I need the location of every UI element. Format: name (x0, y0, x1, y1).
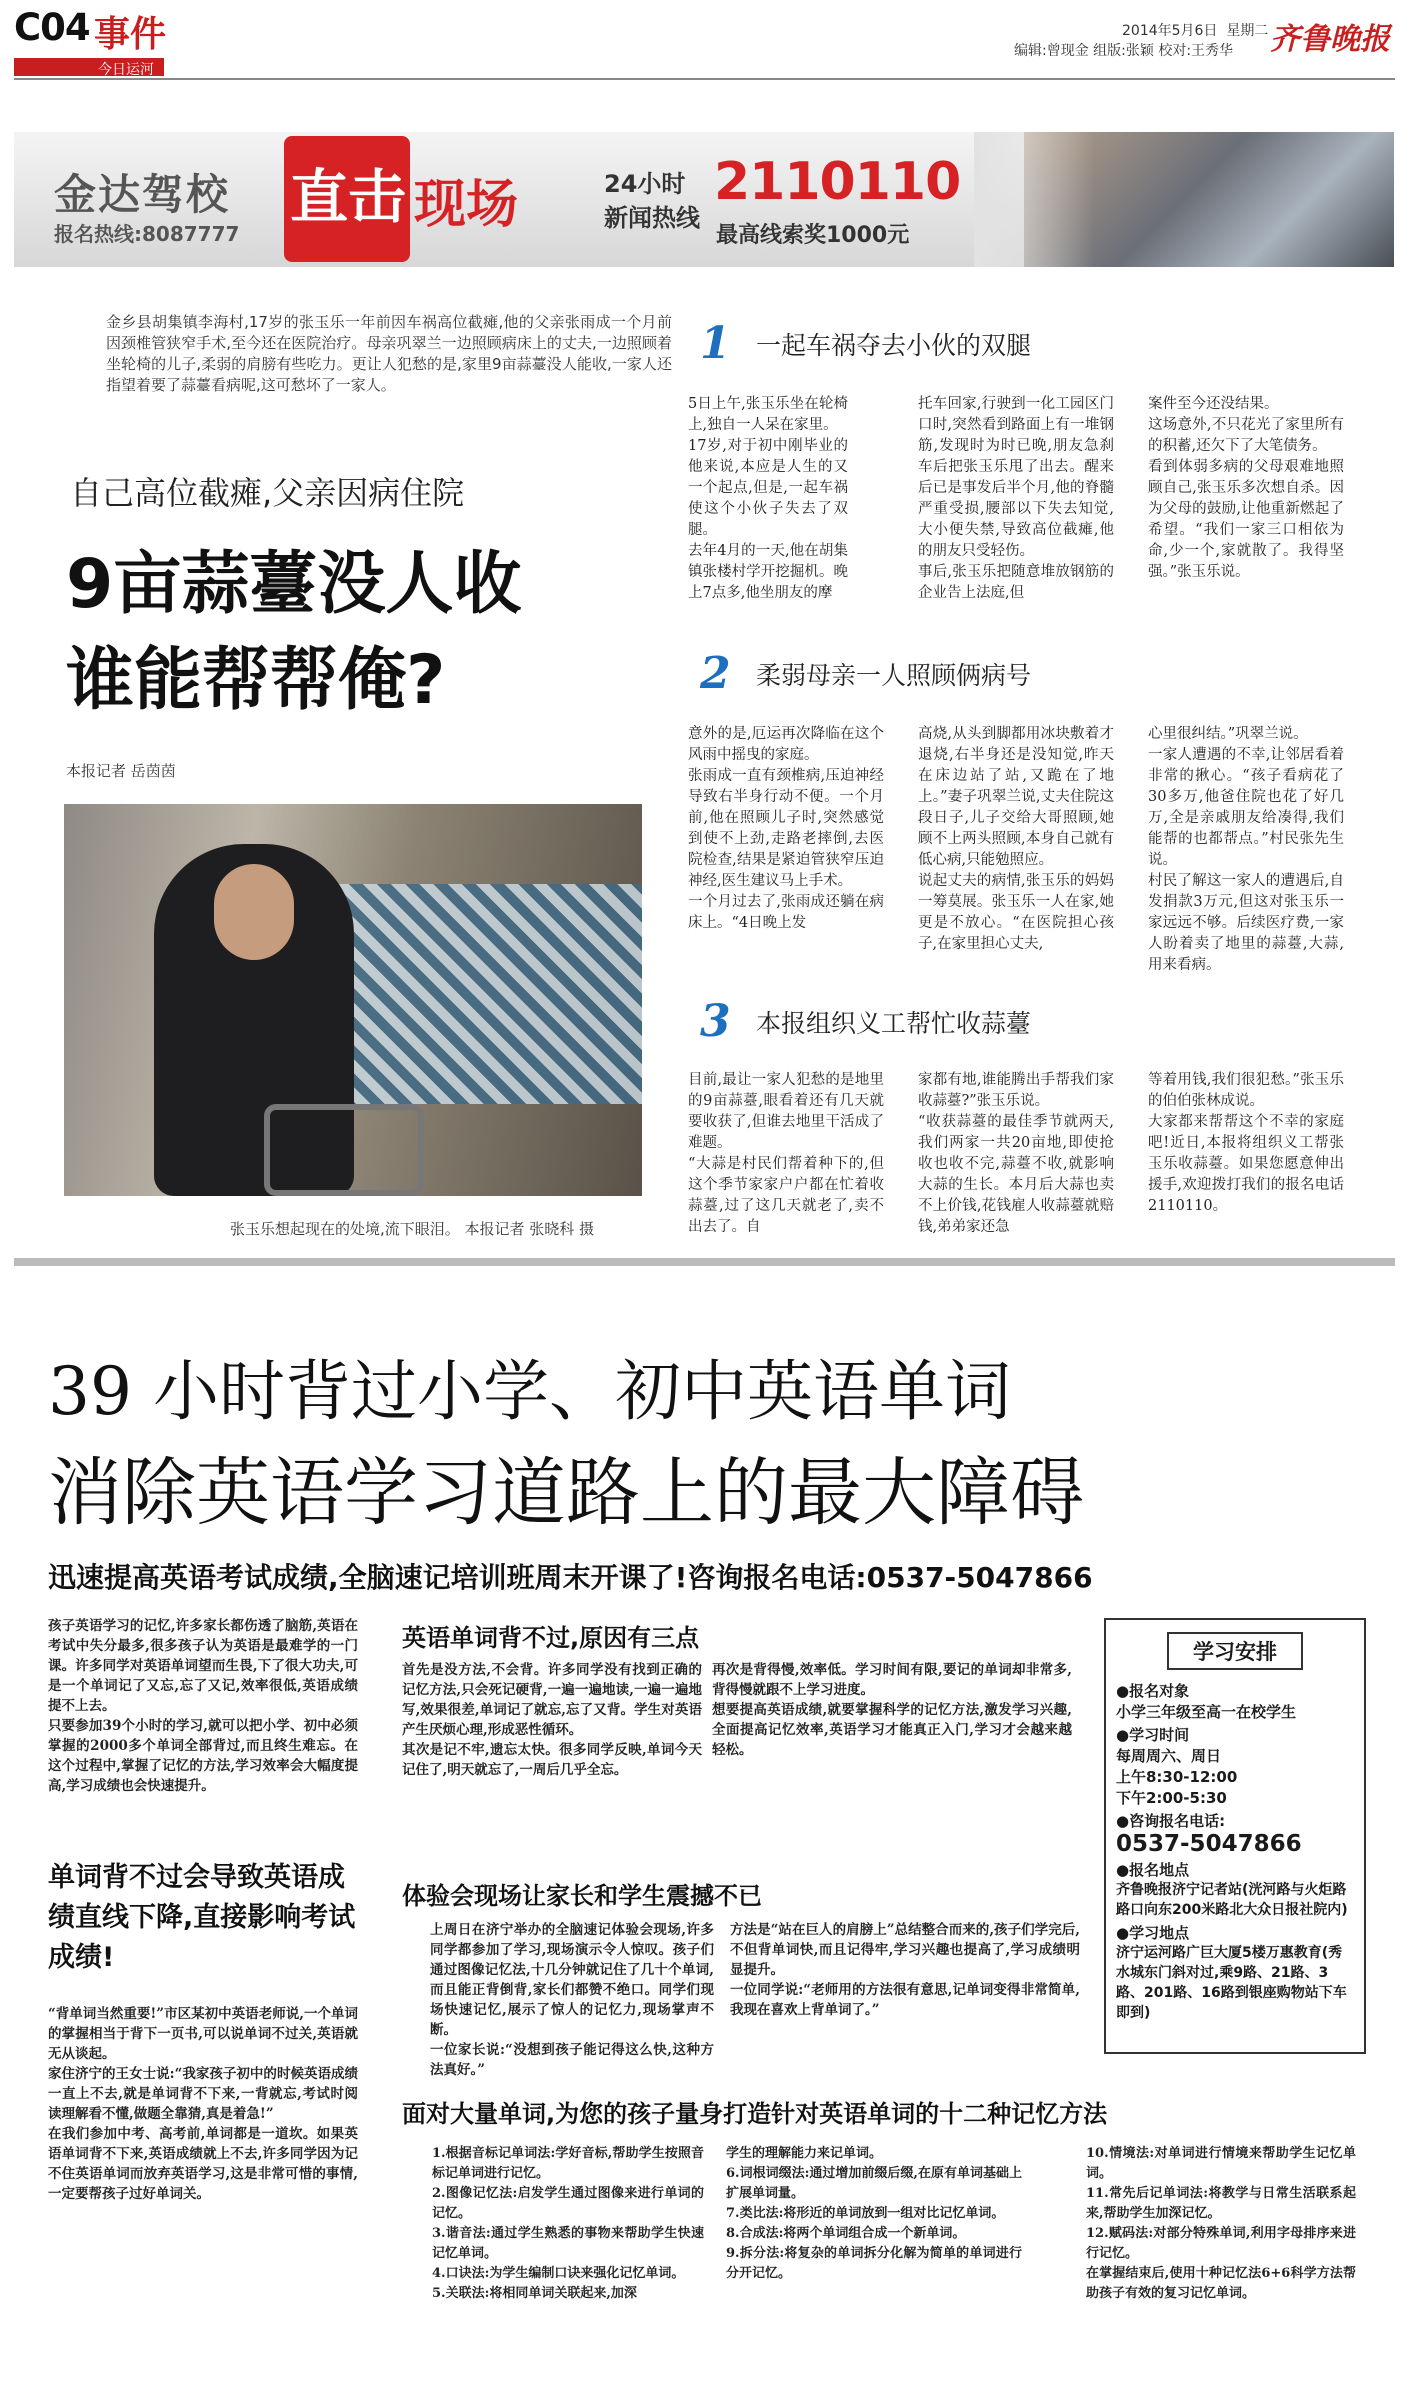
section-name: 事件 (94, 14, 167, 55)
section-3-head (700, 996, 1031, 1047)
schedule-age-label: ●报名对象 (1116, 1682, 1190, 1700)
section-2-title: 柔弱母亲一人照顾俩病号 (756, 660, 1032, 690)
section-3-title: 本报组织义工帮忙收蒜薹 (756, 1008, 1032, 1038)
article-kicker: 自己高位截瘫,父亲因病住院 (70, 474, 465, 512)
banner-reward: 最高线索奖1000元 (716, 223, 910, 248)
article-headline-2: 谁能帮帮俺? (66, 641, 446, 720)
banner-title-b: 现场 (414, 175, 519, 235)
schedule-age-value: 小学三年级至高一在校学生 (1116, 1703, 1297, 1721)
ad-headline-1: 39 小时背过小学、初中英语单词 (48, 1353, 1011, 1430)
ad-tagline: 迅速提高英语考试成绩,全脑速记培训班周末开课了!咨询报名电话:0537-5047866 (48, 1561, 1093, 1594)
schedule-time-days: 每周周六、周日 (1116, 1747, 1222, 1765)
article-lead: 金乡县胡集镇李海村,17岁的张玉乐一年前因车祸高位截瘫,他的父亲张雨成一个月前因颈椎管狭窄手术,至今还在医院治疗。母亲巩翠兰一边照顾病床上的丈夫,一边照顾着坐轮椅的儿子,柔弱的肩膀有些吃力。更让人犯愁的是,家里9亩蒜薹没人能收,一家人还指望着要了蒜薹看病呢,这可愁坏了一家人。 (106, 313, 672, 394)
ad-mid1-col-2: 再次是背得慢,效率低。学习时间有限,要记的单词却非常多,背得慢就跟不上学习进度。 想要提高英语成绩,就要掌握科学的记忆方法,激发学习兴趣,全面提高记忆效率,英语学习才能真正入门,学习才会越来越轻松。 (712, 1662, 1072, 1758)
ad-method-col-2: 学生的理解能力来记单词。 6.词根词缀法:通过增加前缀后缀,在原有单词基础上扩展单词量。 7.类比法:将形近的单词放到一组对比记忆单词。 8.合成法:将两个单词组合成一个新单词。 9.拆分法:将复杂的单词拆分化解为简单的单词进行分开记忆。 (726, 2146, 1022, 2281)
ad-mid2-col-1: 上周日在济宁举办的全脑速记体验会现场,许多同学都参加了学习,现场演示令人惊叹。孩子们通过图像记忆法,十几分钟就记住了几十个单词,而且能正背倒背,家长们都赞不绝口。同学们现场快速记忆,展示了惊人的记忆力,现场掌声不断。 一位家长说:“没想到孩子能记得这么快,这种方法真好。” (430, 1922, 714, 2078)
photo-face (214, 864, 294, 960)
ad-left-subhead: 单词背不过会导致英语成绩直线下降,直接影响考试成绩! (48, 1862, 356, 1973)
section-1-number: 1 (700, 318, 731, 369)
section-2-head (700, 648, 1031, 699)
article-divider (14, 1258, 1395, 1266)
banner (14, 132, 1394, 267)
section-2-col-2: 高烧,从头到脚都用冰块敷着才退烧,右半身还是没知觉,昨天在床边站了站,又跪在了地上。”妻子巩翠兰说,丈夫住院这段日子,儿子交给大哥照顾,她顾不上两头照顾,本身自己就有低心病,只能勉照应。 说起丈夫的病情,张玉乐的妈妈一筹莫展。张玉乐一人在家,她更是不放心。“在医院担心孩子,在家里担心丈夫, (918, 726, 1114, 952)
section-1-head (700, 318, 1031, 369)
schedule-phone-label: ●咨询报名电话: (1116, 1812, 1226, 1830)
editor-credits: 编辑:曾现金 组版:张颖 校对:王秀华 (1014, 43, 1234, 59)
ad-mid3-title: 面对大量单词,为您的孩子量身打造针对英语单词的十二种记忆方法 (402, 2100, 1108, 2128)
schedule-box (1104, 1618, 1366, 2054)
schedule-time-label: ●学习时间 (1116, 1726, 1190, 1744)
ad-left-intro: 孩子英语学习的记忆,许多家长都伤透了脑筋,英语在考试中失分最多,很多孩子认为英语是最难学的一门课。许多同学对英语单词望而生畏,下了很大功夫,可是一个单词记了又忘,忘了又记,效率很低,英语成绩提不上去。 只要参加39个小时的学习,就可以把小学、初中必须掌握的2000多个单词全部背过,而且终生难忘。在这个过程中,掌握了记忆的方法,学习效率会大幅度提高,学习成绩也会快速提升。 (48, 1618, 358, 1794)
photo-quilt (314, 884, 642, 1104)
ad-left-body: “背单词当然重要!”市区某初中英语老师说,一个单词的掌握相当于背下一页书,可以说单词不过关,英语就无从谈起。 家住济宁的王女士说:“我家孩子初中的时候英语成绩一直上不去,就是单词背不下来,一背就忘,考试时阅读理解看不懂,做题全靠猜,真是着急!” 在我们参加中考、高考前,单词都是一道坎。如果英语单词背不下来,英语成绩就上不去,许多同学因为记不住英语单词而放弃英语学习,这是非常可惜的事情,一定要帮孩子过好单词关。 (48, 2006, 358, 2202)
schedule-time-am: 上午8:30-12:00 (1116, 1768, 1238, 1786)
section-3-number: 3 (700, 996, 731, 1047)
ad-method-col-1: 1.根据音标记单词法:学好音标,帮助学生按照音标记单词进行记忆。 2.图像记忆法:启发学生通过图像来进行单词的记忆。 3.谐音法:通过学生熟悉的事物来帮助学生快速记忆单词。 4.口诀法:为学生编制口诀来强化记忆单词。 5.关联法:将相同单词关联起来,加深 (432, 2146, 704, 2301)
section-1-title: 一起车祸夺去小伙的双腿 (756, 330, 1032, 360)
banner-title-a: 直击 (290, 163, 407, 231)
section-1-col-1: 5日上午,张玉乐坐在轮椅上,独自一人呆在家里。 17岁,对于初中刚毕业的他来说,本应是人生的又一个起点,但是,一起车祸使这个小伙子失去了双腿。 去年4月的一天,他在胡集镇张楼村学开挖掘机。晚上7点多,他坐朋友的摩 (688, 396, 848, 601)
ad-tagline-phone: 咨询报名电话:0537-5047866 (687, 1561, 1093, 1594)
photo-caption: 张玉乐想起现在的处境,流下眼泪。 本报记者 张晓科 摄 (230, 1220, 595, 1238)
ad-mid2-title: 体验会现场让家长和学生震撼不已 (402, 1882, 762, 1910)
ad-mid1-col-1: 首先是没方法,不会背。许多同学没有找到正确的记忆方法,只会死记硬背,一遍一遍地读,一遍一遍地写,效果很差,单词记了就忘,忘了又背。学生对英语产生厌烦心理,形成恶性循环。 其次是记不牢,遗忘太快。很多同学反映,单词今天记住了,明天就忘了,一周后几乎全忘。 (402, 1662, 702, 1778)
photo-wheelchair (264, 1104, 424, 1196)
banner-sponsor-hotline: 报名热线:8087777 (54, 222, 240, 246)
paper-logo: 齐鲁晚报 (1270, 22, 1390, 57)
banner-photo-fade (974, 132, 1094, 267)
ad-headline-2: 消除英语学习道路上的最大障碍 (48, 1450, 1084, 1536)
header-divider (14, 78, 1395, 80)
banner-hotline-label-2: 新闻热线 (604, 204, 700, 232)
ad-mid2-col-2: 方法是“站在巨人的肩膀上”总结整合而来的,孩子们学完后,不但背单词快,而且记得牢,学习兴趣也提高了,学习成绩明显提升。 一位同学说:“老师用的方法很有意思,记单词变得非常简单,我现在喜欢上背单词了。” (730, 1922, 1080, 2018)
section-3-col-1: 目前,最让一家人犯愁的是地里的9亩蒜薹,眼看着还有几天就要收获了,但谁去地里干活成了难题。 “大蒜是村民们帮着种下的,但这个季节家家户户都在忙着收蒜薹,过了这几天就老了,卖不出去了。自 (688, 1072, 884, 1235)
section-3-col-2: 家都有地,谁能腾出手帮我们家收蒜薹?”张玉乐说。 “收获蒜薹的最佳季节就两天,我们两家一共20亩地,即使抢收也收不完,蒜薹不收,就影响大蒜的生长。本月后大蒜也卖不上价钱,花钱雇人收蒜薹就赔钱,弟弟家还急 (918, 1072, 1114, 1235)
ad-mid1-title: 英语单词背不过,原因有三点 (402, 1624, 700, 1652)
page-header (0, 0, 1409, 78)
schedule-title: 学习安排 (1167, 1632, 1303, 1670)
schedule-loc-label: ●学习地点 (1116, 1924, 1190, 1942)
section-2-col-3: 心里很纠结。”巩翠兰说。 一家人遭遇的不幸,让邻居看着非常的揪心。“孩子看病花了30多万,他爸住院也花了好几万,全是亲戚朋友给凑得,我们能帮的也都帮点。”村民张先生说。 村民了解这一家人的遭遇后,自发捐款3万元,但这对张玉乐一家远远不够。后续医疗费,一家人盼着卖了地里的蒜薹,大蒜,用来看病。 (1148, 726, 1344, 973)
article-photo (64, 804, 642, 1196)
schedule-addr-value: 齐鲁晚报济宁记者站(洸河路与火炬路路口向东200米路北大众日报社院内) (1116, 1882, 1348, 1918)
banner-hotline-label-1: 24小时 (604, 170, 686, 198)
page-code: C04 (14, 6, 90, 49)
subsection-name: 今日运河 (98, 62, 154, 78)
article-byline: 本报记者 岳茵茵 (66, 762, 176, 780)
schedule-time-pm: 下午2:00-5:30 (1116, 1789, 1227, 1807)
section-2-number: 2 (700, 648, 731, 699)
banner-sponsor: 金达驾校 (54, 170, 231, 219)
section-3-col-3: 等着用钱,我们很犯愁。”张玉乐的伯伯张林成说。 大家都来帮帮这个不幸的家庭吧!近日,本报将组织义工帮张玉乐收蒜薹。如果您愿意伸出援手,欢迎拨打我们的报名电话2110110。 (1148, 1072, 1344, 1214)
schedule-addr-label: ●报名地点 (1116, 1861, 1190, 1879)
article-headline-1: 9亩蒜薹没人收 (66, 545, 522, 624)
section-2-col-1: 意外的是,厄运再次降临在这个风雨中摇曳的家庭。 张雨成一直有颈椎病,压迫神经导致右半身行动不便。一个月前,他在照顾儿子时,突然感觉到使不上劲,走路老摔倒,去医院检查,结果是紧迫管狭窄压迫神经,医生建议马上手术。 一个月过去了,张雨成还躺在病床上。“4日晚上发 (688, 726, 884, 931)
schedule-loc-value: 济宁运河路广巨大厦5楼万惠教育(秀水城东门斜对过,乘9路、21路、3路、201路、16路到银座购物站下车即到) (1116, 1945, 1347, 2021)
issue-date: 2014年5月6日 星期二 (1122, 23, 1269, 39)
section-1-col-2: 托车回家,行驶到一化工园区门口时,突然看到路面上有一堆钢筋,发现时为时已晚,朋友急刹车后把张玉乐甩了出去。醒来后已是事发后半个月,他的脊髓严重受损,腰部以下失去知觉,大小便失禁,导致高位截瘫,他的朋友只受轻伤。 事后,张玉乐把随意堆放钢筋的企业告上法庭,但 (918, 396, 1114, 601)
ad-method-col-3: 10.情境法:对单词进行情境来帮助学生记忆单词。 11.常先后记单词法:将教学与日常生活联系起来,帮助学生加深记忆。 12.赋码法:对部分特殊单词,利用字母排序来进行记忆。 在掌握结束后,使用十种记忆法6+6科学方法帮助孩子有效的复习记忆单词。 (1086, 2146, 1356, 2301)
schedule-phone-value: 0537-5047866 (1116, 1831, 1302, 1857)
banner-hotline-number: 2110110 (714, 152, 961, 212)
section-1-col-3: 案件至今还没结果。 这场意外,不只花光了家里所有的积蓄,还欠下了大笔债务。 看到体弱多病的父母艰难地照顾自己,张玉乐多次想自杀。因为父母的鼓励,让他重新燃起了希望。“我们一家三口相依为命,少一个,家就散了。我得坚强。”张玉乐说。 (1148, 396, 1344, 580)
